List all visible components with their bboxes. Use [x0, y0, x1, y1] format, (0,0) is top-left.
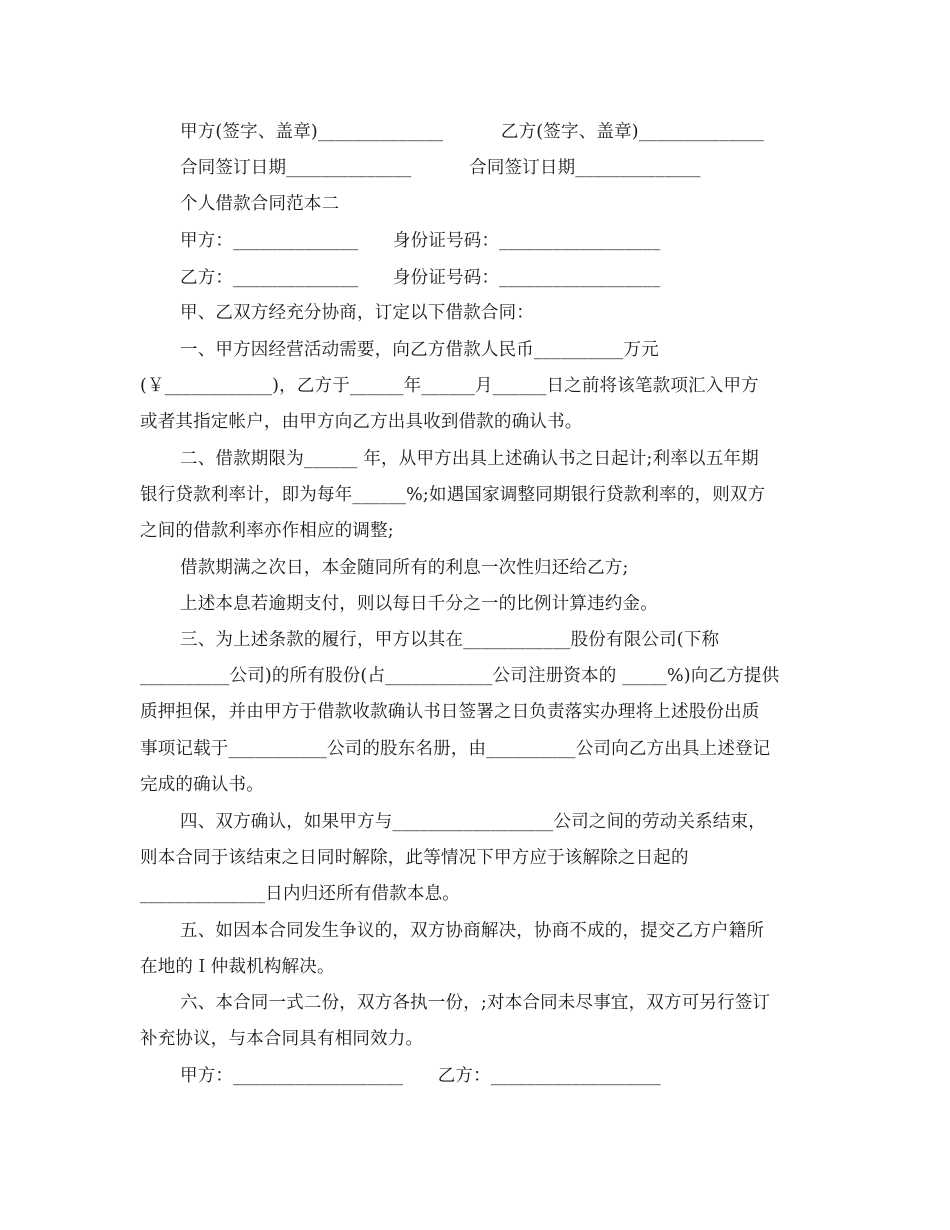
signature-line-bottom: 甲方：___________________ 乙方：___________________	[180, 1066, 661, 1086]
clause-1-line-1: 一、甲方因经营活动需要，向乙方借款人民币__________万元	[180, 340, 659, 360]
party-b-line: 乙方：______________ 身份证号码：__________________	[180, 268, 661, 288]
party-a-line: 甲方：______________ 身份证号码：__________________	[180, 231, 661, 251]
clause-6-line-2: 补充协议，与本合同具有相同效力。	[140, 1029, 424, 1049]
clause-2-line-5: 上述本息若逾期支付，则以每日千分之一的比例计算违约金。	[180, 594, 658, 614]
clause-5-line-2: 在地的Ｉ仲裁机构解决。	[140, 957, 335, 977]
clause-5-line-1: 五、如因本合同发生争议的，双方协商解决，协商不成的，提交乙方户籍所	[180, 921, 765, 941]
clause-6-line-1: 六、本合同一式二份，双方各执一份，;对本合同未尽事宜，双方可另行签订	[180, 993, 771, 1013]
clause-3-line-1: 三、为上述条款的履行，甲方以其在____________股份有限公司(下称	[180, 630, 720, 650]
clause-3-line-4: 事项记载于___________公司的股东名册，由__________公司向乙方出具上述登记	[140, 739, 771, 759]
clause-1-line-2: (￥____________)，乙方于______年______月______日之前将该笔款项汇入甲方	[140, 376, 759, 396]
clause-3-line-3: 质押担保，并由甲方于借款收款确认书日签署之日负责落实办理将上述股份出质	[140, 702, 760, 722]
intro-text: 甲、乙双方经充分协商，订定以下借款合同：	[180, 303, 534, 323]
clause-2-line-3: 之间的借款利率亦作相应的调整;	[140, 521, 394, 541]
sign-date-line: 合同签订日期______________ 合同签订日期______________	[180, 158, 701, 178]
clause-4-line-3: ______________日内归还所有借款本息。	[140, 884, 460, 904]
clause-4-line-2: 则本合同于该结束之日同时解除，此等情况下甲方应于该解除之日起的	[140, 848, 689, 868]
clause-2-line-1: 二、借款期限为______ 年，从甲方出具上述确认书之日起计;利率以五年期	[180, 449, 759, 469]
contract-title: 个人借款合同范本二	[180, 194, 340, 214]
clause-2-line-2: 银行贷款利率计，即为每年______%;如遇国家调整同期银行贷款利率的，则双方	[140, 485, 766, 505]
clause-3-line-2: __________公司)的所有股份(占____________公司注册资本的 _____%)向乙方提供	[140, 666, 780, 686]
clause-3-line-5: 完成的确认书。	[140, 775, 264, 795]
clause-1-line-3: 或者其指定帐户，由甲方向乙方出具收到借款的确认书。	[140, 412, 583, 432]
clause-4-line-1: 四、双方确认，如果甲方与__________________公司之间的劳动关系结束，	[180, 812, 766, 832]
signature-line-top: 甲方(签字、盖章)______________ 乙方(签字、盖章)______________	[180, 122, 765, 142]
clause-2-line-4: 借款期满之次日，本金随同所有的利息一次性归还给乙方;	[180, 558, 629, 578]
